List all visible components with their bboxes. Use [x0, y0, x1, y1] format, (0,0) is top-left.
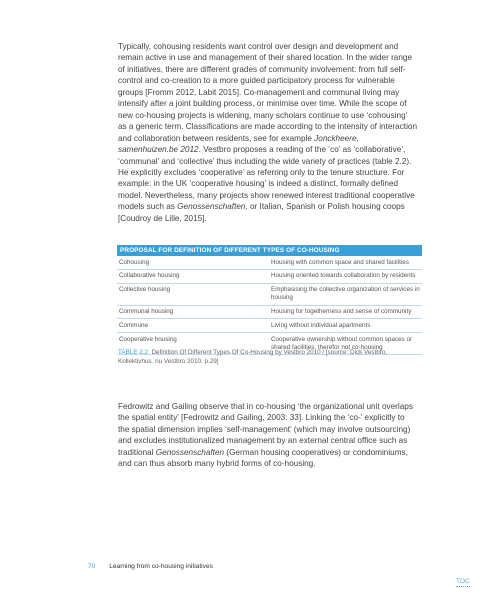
table-row	[117, 306, 422, 320]
footer-title: Learning from co-housing initiatives	[109, 563, 213, 570]
table-cell-definition: Housing oriented towards collaboration by residents	[271, 272, 416, 280]
table-cell-type: Cohousing	[119, 258, 150, 266]
table-row	[117, 284, 422, 306]
intro-text	[118, 41, 418, 224]
intro-citation-emphasis: Jonckheere, samenhuizen.be 2012	[118, 133, 359, 155]
table-body	[117, 256, 422, 355]
second-text	[118, 401, 418, 470]
table-cell-definition: Housing for togetherness and sense of community	[271, 308, 412, 316]
second-paragraph	[118, 401, 418, 470]
page-number: 70	[88, 563, 96, 570]
table-cell-definition: Living without individual apartments	[271, 321, 371, 329]
table-row	[117, 270, 422, 284]
table-cell-definition: Housing with common space and shared facilities	[271, 258, 409, 266]
intro-text-part-3: , or Italian, Spanish or Polish housing coops [Coudroy de Lille, 2015].	[118, 202, 405, 223]
table-caption-tag: TABLE 2.2	[118, 349, 148, 356]
second-text-part-1: Fedrowitz and Gailing observe that in co-housing ‘the organizational unit overlaps the spatial entity’ [Fedrowitz and Gailing, 2003: 33]. Linking the ‘co-’ explicitly to the spatial dimension implies ‘self-management’ (which may involve outsourcing) and excludes institutionalized management by an external central office such as traditional	[118, 402, 413, 457]
second-text-part-2: (German housing cooperatives) or condominiums, and can thus absorb many hybrid forms of co-housing.	[118, 447, 408, 469]
intro-term-emphasis: Genossenschaften	[177, 202, 246, 212]
intro-text-part-2: . Vestbro proposes a reading of the ‘co’ as ‘collaborative’, ‘communal’ and ‘collective’ thus including the wide variety of practices (table 2.2). He explicitly excludes ‘cooperative’ as referring only to the tenure structure. For example: in the UK ‘cooperative housing’ is indeed a distinct, formally defined model. Nevertheless, many projects show renewed interest traditional cooperative models such as	[118, 145, 415, 212]
table-row	[117, 256, 422, 270]
second-term-emphasis: Genossenschaften	[155, 447, 225, 457]
table-cell-type: Communal housing	[119, 308, 174, 316]
table-header: PROPOSAL FOR DEFINITION OF DIFFERENT TYPES OF CO-HOUSING	[117, 245, 422, 256]
table-row	[117, 319, 422, 333]
table-cell-type: Cooperative housing	[119, 335, 177, 343]
page-footer	[88, 563, 213, 570]
table-cell-type: Collaborative housing	[119, 272, 180, 280]
table-cell-definition: Cooperative ownership without common spaces or shared facilities, therefor not co-housing	[271, 335, 413, 352]
table-caption-text: Definition Of Different Types Of Co-Housing by Vestbro 2010 / [source: Dick Vestbro, Kollektivhus. nu Vestbro 2010. p.29]	[118, 349, 388, 366]
table-cell-type: Collective housing	[119, 286, 171, 294]
intro-text-part-1: Typically, cohousing residents want control over design and development and remain active in use and management of their shared location. In the wider range of initiatives, there are different grades of community involvement: from full self-control and co-creation to a more guided participatory process for vulnerable groups [Fromm 2012, Labit 2015]. Co-management and communal living may intensify after a joint building process, or minimise over time. While the scope of new co-housing projects is widening, many scholars continue to use ‘cohousing’ as a generic term. Classifications are made according to the intensity of interaction and collaboration between residents, see for example	[118, 42, 417, 143]
table-caption	[118, 348, 420, 367]
intro-paragraph	[118, 41, 418, 224]
toc-link[interactable]: TOC	[456, 578, 470, 585]
cohousing-types-table	[117, 245, 422, 355]
table-cell-definition: Emphasising the collective organization of services in housing	[271, 286, 420, 302]
table-cell-type: Commune	[119, 321, 149, 329]
